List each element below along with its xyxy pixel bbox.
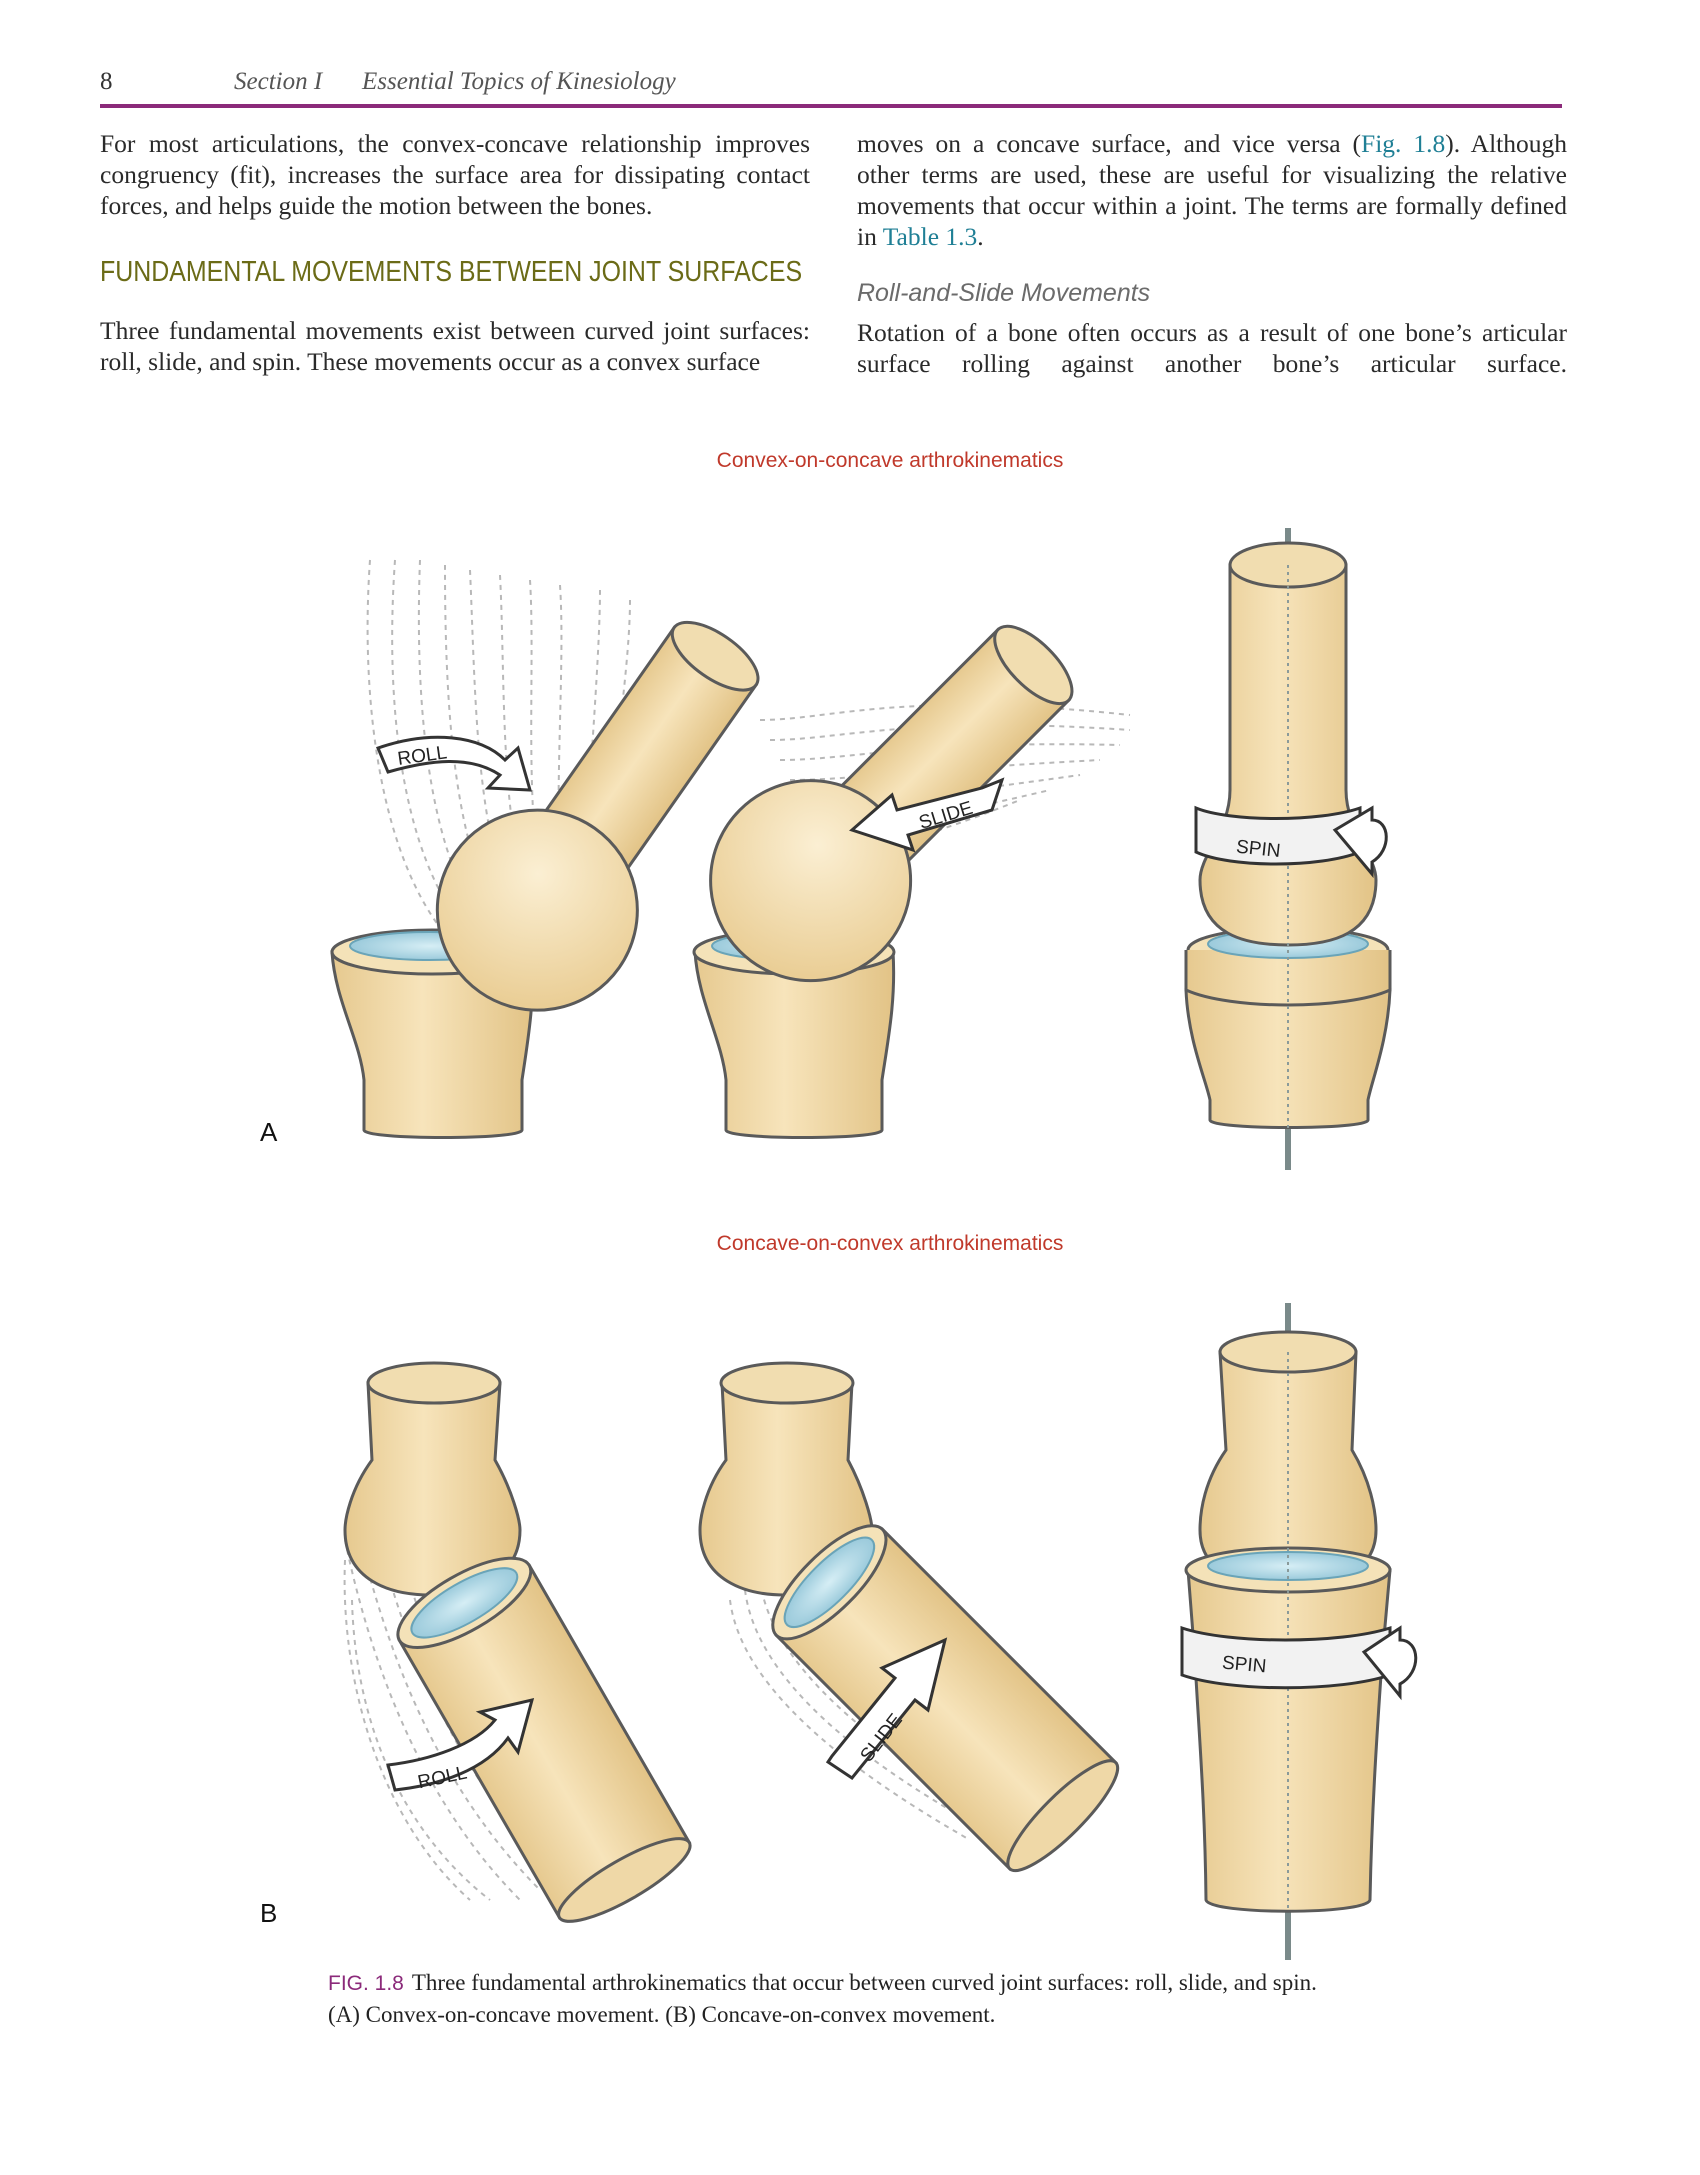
slide-label-a: SLIDE	[916, 797, 976, 834]
panel-b-title: Concave-on-convex arthrokinematics	[716, 1232, 1064, 1255]
panel-a-title: Convex-on-concave arthrokinematics	[716, 449, 1064, 472]
panel-a-letter: A	[260, 1117, 278, 1147]
bone-b3-spin	[1182, 1303, 1416, 1960]
body-paragraph: For most articulations, the convex-concave relationship improves congruency (fit), increases the surface area for dissipating contact forces, and helps guide the motion between the bones.	[100, 129, 810, 220]
figure-caption	[328, 1967, 1428, 2030]
caption-line2: (A) Convex-on-concave movement. (B) Concave-on-convex movement.	[328, 2002, 996, 2027]
roll-label-a: ROLL	[396, 742, 449, 770]
page-number: 8	[100, 68, 113, 95]
body-paragraph: Three fundamental movements exist between curved joint surfaces: roll, slide, and spin. These movements occur as a convex surface	[100, 316, 810, 376]
figure-label: FIG. 1.8	[328, 1972, 404, 1995]
figure-link[interactable]: Fig. 1.8	[1361, 129, 1446, 158]
spin-label-b: SPIN	[1221, 1652, 1268, 1678]
roll-label-b: ROLL	[415, 1762, 469, 1794]
bone-a3-spin	[1186, 528, 1390, 1170]
table-link[interactable]: Table 1.3	[882, 222, 978, 251]
roll-arrow-a	[378, 737, 530, 790]
caption-text: Three fundamental arthrokinematics that occur between curved joint surfaces: roll, slide, and spin.	[411, 1970, 1317, 1995]
body-paragraph: moves on a concave surface, and vice versa (Fig. 1.8). Although other terms are used, these are useful for visualizing the relative movements that occur within a joint. The terms are formally defined in Table 1.3.	[857, 129, 1567, 251]
section-title: Essential Topics of Kinesiology	[362, 68, 676, 95]
subheading: Roll-and-Slide Movements	[857, 279, 1151, 307]
section-label: Section I	[234, 68, 323, 95]
section-heading: FUNDAMENTAL MOVEMENTS BETWEEN JOINT SURFACES	[100, 256, 803, 288]
panel-b-letter: B	[260, 1898, 278, 1928]
body-paragraph: Rotation of a bone often occurs as a result of one bone’s articular surface rolling against another bone’s articular surface.	[857, 318, 1567, 378]
spin-label-a: SPIN	[1235, 836, 1282, 863]
slide-label-b: SLIDE	[856, 1710, 907, 1767]
bone-b2-lower	[757, 1509, 1130, 1882]
